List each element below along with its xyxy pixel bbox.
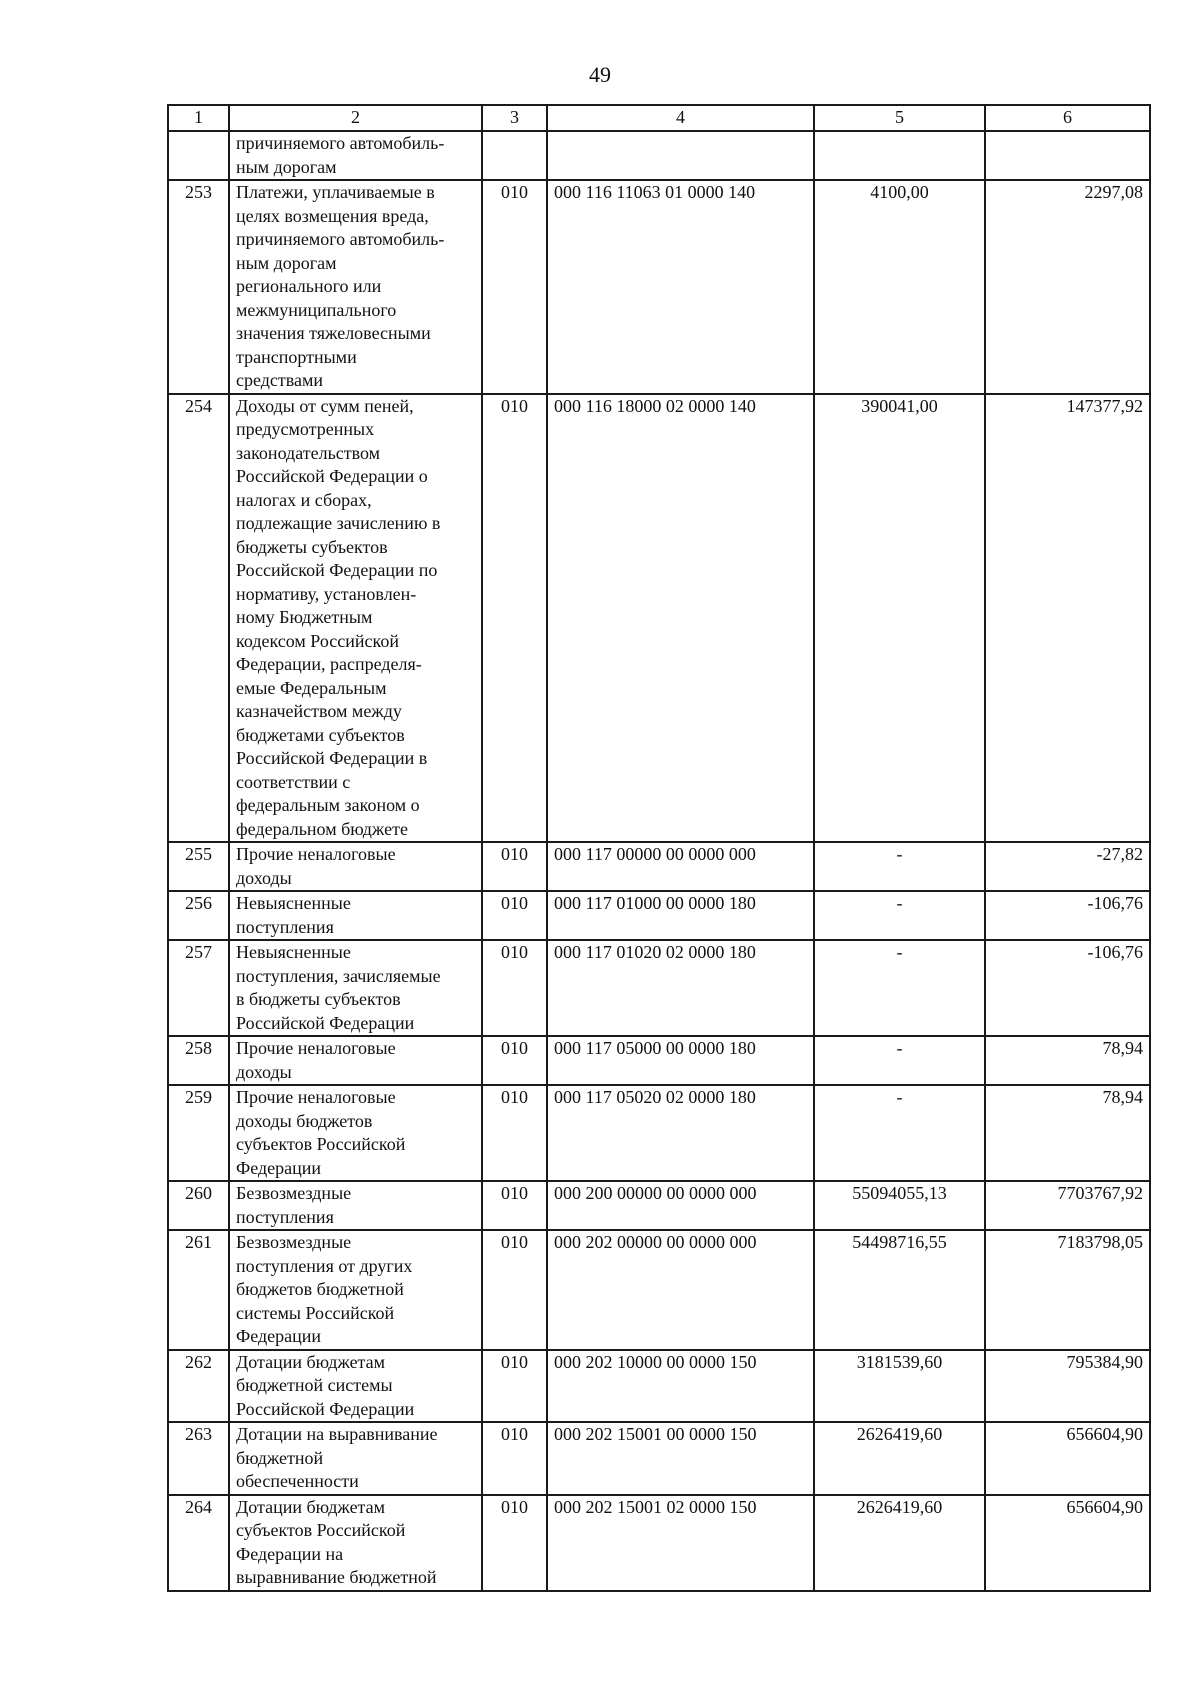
row-approved-amount: 3181539,60 [814,1350,985,1423]
row-number: 258 [168,1036,229,1085]
row-budget-classification-code [547,131,814,180]
row-line-code [482,131,547,180]
row-line-code: 010 [482,1085,547,1181]
row-executed-amount: 795384,90 [985,1350,1150,1423]
row-budget-classification-code: 000 117 01020 02 0000 180 [547,940,814,1036]
row-name: Дотации на выравнивание бюджетной обеспеченности [229,1422,482,1495]
table-row [168,1230,1150,1350]
column-header-4: 4 [547,105,814,131]
row-approved-amount: - [814,1036,985,1085]
row-approved-amount: 54498716,55 [814,1230,985,1350]
page-number: 49 [589,62,611,87]
column-header-2: 2 [229,105,482,131]
row-executed-amount: 2297,08 [985,180,1150,394]
row-line-code: 010 [482,1422,547,1495]
row-line-code: 010 [482,1036,547,1085]
row-approved-amount: 4100,00 [814,180,985,394]
row-line-code: 010 [482,394,547,843]
row-line-code: 010 [482,842,547,891]
row-budget-classification-code: 000 200 00000 00 0000 000 [547,1181,814,1230]
row-name: Безвозмездные поступления от других бюджетов бюджетной системы Российской Федерации [229,1230,482,1350]
column-number-header-row [168,105,1150,131]
row-executed-amount: 147377,92 [985,394,1150,843]
table-row [168,940,1150,1036]
column-header-5: 5 [814,105,985,131]
table-row [168,394,1150,843]
row-executed-amount: 78,94 [985,1036,1150,1085]
row-executed-amount: -27,82 [985,842,1150,891]
row-name: Платежи, уплачиваемые в целях возмещения вреда, причиняемого автомобиль- ным дорогам регионального или межмуниципального значения тяжеловесными транспортными средствами [229,180,482,394]
row-approved-amount: - [814,891,985,940]
table-body [168,131,1150,1591]
row-approved-amount: 55094055,13 [814,1181,985,1230]
row-budget-classification-code: 000 202 15001 00 0000 150 [547,1422,814,1495]
row-executed-amount: -106,76 [985,891,1150,940]
row-budget-classification-code: 000 117 00000 00 0000 000 [547,842,814,891]
row-approved-amount: 390041,00 [814,394,985,843]
row-executed-amount: 78,94 [985,1085,1150,1181]
row-number: 262 [168,1350,229,1423]
table-row [168,131,1150,180]
row-approved-amount: 2626419,60 [814,1422,985,1495]
row-executed-amount: 7183798,05 [985,1230,1150,1350]
row-number: 263 [168,1422,229,1495]
row-executed-amount: 656604,90 [985,1495,1150,1591]
row-name: Прочие неналоговые доходы [229,842,482,891]
table-row [168,1350,1150,1423]
row-budget-classification-code: 000 117 05020 02 0000 180 [547,1085,814,1181]
row-executed-amount: 656604,90 [985,1422,1150,1495]
column-header-3: 3 [482,105,547,131]
row-number: 256 [168,891,229,940]
row-name: Доходы от сумм пеней, предусмотренных законодательством Российской Федерации о налогах и сборах, подлежащие зачислению в бюджеты субъектов Российской Федерации по нормативу, установлен- ному Бюджетным кодексом Российской Федерации, распределя- емые Федеральным казначейством между бюджетами субъектов Российской Федерации в соответствии с федеральным законом о федеральном бюджете [229,394,482,843]
row-number: 254 [168,394,229,843]
table-row [168,1085,1150,1181]
table-row [168,1181,1150,1230]
row-approved-amount: - [814,940,985,1036]
row-number: 255 [168,842,229,891]
row-name: Невыясненные поступления [229,891,482,940]
row-number: 253 [168,180,229,394]
row-budget-classification-code: 000 202 15001 02 0000 150 [547,1495,814,1591]
row-line-code: 010 [482,891,547,940]
row-approved-amount: - [814,842,985,891]
row-number: 259 [168,1085,229,1181]
table-row [168,1422,1150,1495]
row-budget-classification-code: 000 116 11063 01 0000 140 [547,180,814,394]
row-number: 257 [168,940,229,1036]
row-name: Прочие неналоговые доходы бюджетов субъектов Российской Федерации [229,1085,482,1181]
row-budget-classification-code: 000 116 18000 02 0000 140 [547,394,814,843]
row-line-code: 010 [482,1181,547,1230]
row-number [168,131,229,180]
row-executed-amount: -106,76 [985,940,1150,1036]
row-approved-amount: 2626419,60 [814,1495,985,1591]
column-header-1: 1 [168,105,229,131]
table-row [168,1495,1150,1591]
row-name: Дотации бюджетам субъектов Российской Федерации на выравнивание бюджетной [229,1495,482,1591]
row-name: Невыясненные поступления, зачисляемые в бюджеты субъектов Российской Федерации [229,940,482,1036]
row-name: Прочие неналоговые доходы [229,1036,482,1085]
row-executed-amount [985,131,1150,180]
row-approved-amount: - [814,1085,985,1181]
row-name: причиняемого автомобиль- ным дорогам [229,131,482,180]
row-line-code: 010 [482,1230,547,1350]
row-executed-amount: 7703767,92 [985,1181,1150,1230]
row-number: 264 [168,1495,229,1591]
table-row [168,1036,1150,1085]
row-budget-classification-code: 000 117 05000 00 0000 180 [547,1036,814,1085]
row-name: Безвозмездные поступления [229,1181,482,1230]
column-header-6: 6 [985,105,1150,131]
row-number: 261 [168,1230,229,1350]
row-name: Дотации бюджетам бюджетной системы Российской Федерации [229,1350,482,1423]
row-budget-classification-code: 000 202 10000 00 0000 150 [547,1350,814,1423]
row-line-code: 010 [482,180,547,394]
row-line-code: 010 [482,940,547,1036]
row-approved-amount [814,131,985,180]
row-line-code: 010 [482,1495,547,1591]
row-budget-classification-code: 000 202 00000 00 0000 000 [547,1230,814,1350]
table-row [168,180,1150,394]
table-row [168,891,1150,940]
row-number: 260 [168,1181,229,1230]
row-budget-classification-code: 000 117 01000 00 0000 180 [547,891,814,940]
row-line-code: 010 [482,1350,547,1423]
budget-table [167,104,1151,1592]
table-row [168,842,1150,891]
